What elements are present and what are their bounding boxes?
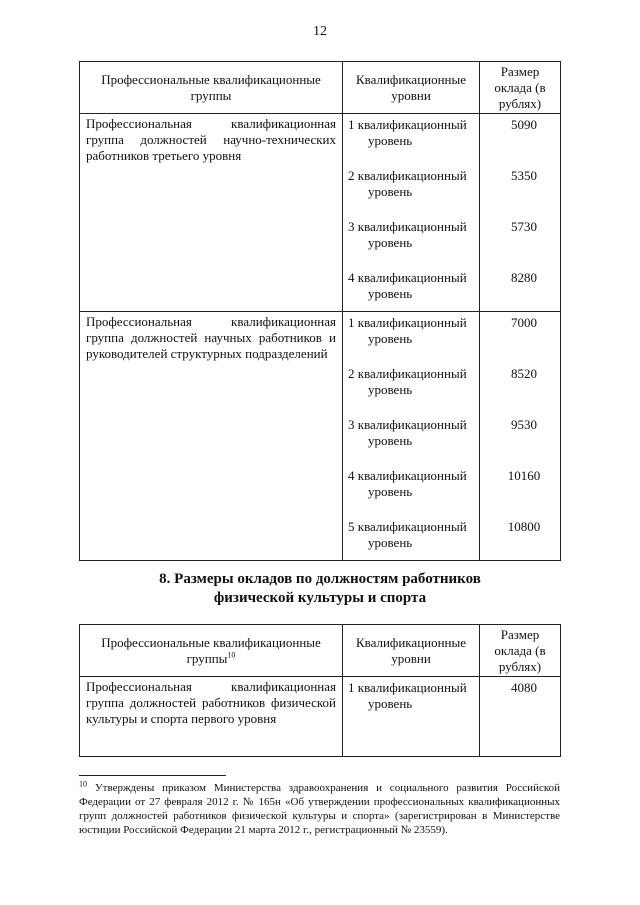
level-number: 3 <box>348 417 355 432</box>
salary-value: 4080 <box>511 680 537 695</box>
level-item <box>343 267 479 311</box>
level-item <box>343 165 479 216</box>
level-word: квалификационный <box>357 417 467 432</box>
level-word: уровень <box>368 133 413 148</box>
salary-value: 8520 <box>511 366 537 381</box>
group-name: Профессиональная квалификационная группа должностей работников физической культуры и спорта первого уровня <box>80 677 343 757</box>
salary-value: 10160 <box>507 468 541 483</box>
salary-cell <box>480 114 561 312</box>
level-number: 2 <box>348 168 355 183</box>
header-group: Профессиональные квалификационные группы <box>80 62 343 114</box>
level-word: квалификационный <box>357 270 467 285</box>
level-word: уровень <box>368 433 413 448</box>
section-heading-line: физической культуры и спорта <box>213 590 427 606</box>
table-row <box>80 114 561 312</box>
level-word: квалификационный <box>357 468 467 483</box>
level-number: 4 <box>348 468 355 483</box>
header-level: Квалификационные уровни <box>343 62 480 114</box>
level-word: квалификационный <box>357 168 467 183</box>
section-heading-line: 8. Размеры окладов по должностям работников <box>159 571 481 587</box>
table-header-row <box>80 625 561 677</box>
footnote-mark: 10 <box>79 779 87 789</box>
level-cell <box>343 312 480 561</box>
level-number: 4 <box>348 270 355 285</box>
header-level: Квалификационные уровни <box>343 625 480 677</box>
level-word: уровень <box>368 235 413 250</box>
level-word: квалификационный <box>357 366 467 381</box>
header-group-text: Профессиональные квалификационные группы <box>101 634 321 666</box>
salary-value: 5350 <box>511 168 537 183</box>
group-name: Профессиональная квалификационная группа должностей научных работников и руководителей структурных подразделений <box>80 312 343 561</box>
level-word: уровень <box>368 331 413 346</box>
level-item <box>343 465 479 516</box>
salary-value: 10800 <box>507 519 541 534</box>
level-item <box>343 516 479 560</box>
salary-value: 5090 <box>511 117 537 132</box>
footnote-text: Утверждены приказом Министерства здравоохранения и социального развития Российской Федерации от 27 февраля 2012 г. № 165н «Об утверждении профессиональных квалификационных групп должностей работников физической культуры и спорта» (зарегистрирован в Министерстве юстиции Российской Федерации 21 марта 2012 г., регистрационный № 23559). <box>79 782 561 836</box>
level-word: уровень <box>368 696 413 711</box>
salary-value: 5730 <box>511 219 537 234</box>
level-cell <box>343 114 480 312</box>
level-word: уровень <box>368 484 413 499</box>
level-word: уровень <box>368 535 413 550</box>
page-number: 12 <box>313 24 327 39</box>
header-size: Размер оклада (в рублях) <box>480 625 561 677</box>
level-item <box>343 114 479 165</box>
section-heading <box>0 570 640 608</box>
level-number: 2 <box>348 366 355 381</box>
salary-value: 7000 <box>511 315 537 330</box>
level-word: квалификационный <box>357 680 467 695</box>
salary-cell <box>480 677 561 757</box>
level-item <box>343 363 479 414</box>
footnote-reference[interactable]: 10 <box>227 650 236 660</box>
level-cell <box>343 677 480 757</box>
header-size: Размер оклада (в рублях) <box>480 62 561 114</box>
table-row <box>80 677 561 757</box>
header-group <box>80 625 343 677</box>
level-item <box>343 414 479 465</box>
level-number: 1 <box>348 117 355 132</box>
footnote-divider <box>79 775 226 776</box>
footnote <box>79 781 560 837</box>
level-number: 3 <box>348 219 355 234</box>
level-item <box>343 677 479 712</box>
level-item <box>343 216 479 267</box>
level-word: квалификационный <box>357 117 467 132</box>
level-word: уровень <box>368 382 413 397</box>
salary-table-sport <box>79 624 561 757</box>
level-number: 1 <box>348 680 355 695</box>
level-word: уровень <box>368 286 413 301</box>
level-word: квалификационный <box>357 315 467 330</box>
level-word: квалификационный <box>357 219 467 234</box>
group-name: Профессиональная квалификационная группа должностей научно-технических работников третьего уровня <box>80 114 343 312</box>
table-header-row <box>80 62 561 114</box>
level-number: 1 <box>348 315 355 330</box>
salary-table-research <box>79 61 561 561</box>
table-row <box>80 312 561 561</box>
salary-value: 9530 <box>511 417 537 432</box>
level-word: уровень <box>368 184 413 199</box>
level-item <box>343 312 479 363</box>
level-word: квалификационный <box>357 519 467 534</box>
salary-cell <box>480 312 561 561</box>
level-number: 5 <box>348 519 355 534</box>
salary-value: 8280 <box>511 270 537 285</box>
